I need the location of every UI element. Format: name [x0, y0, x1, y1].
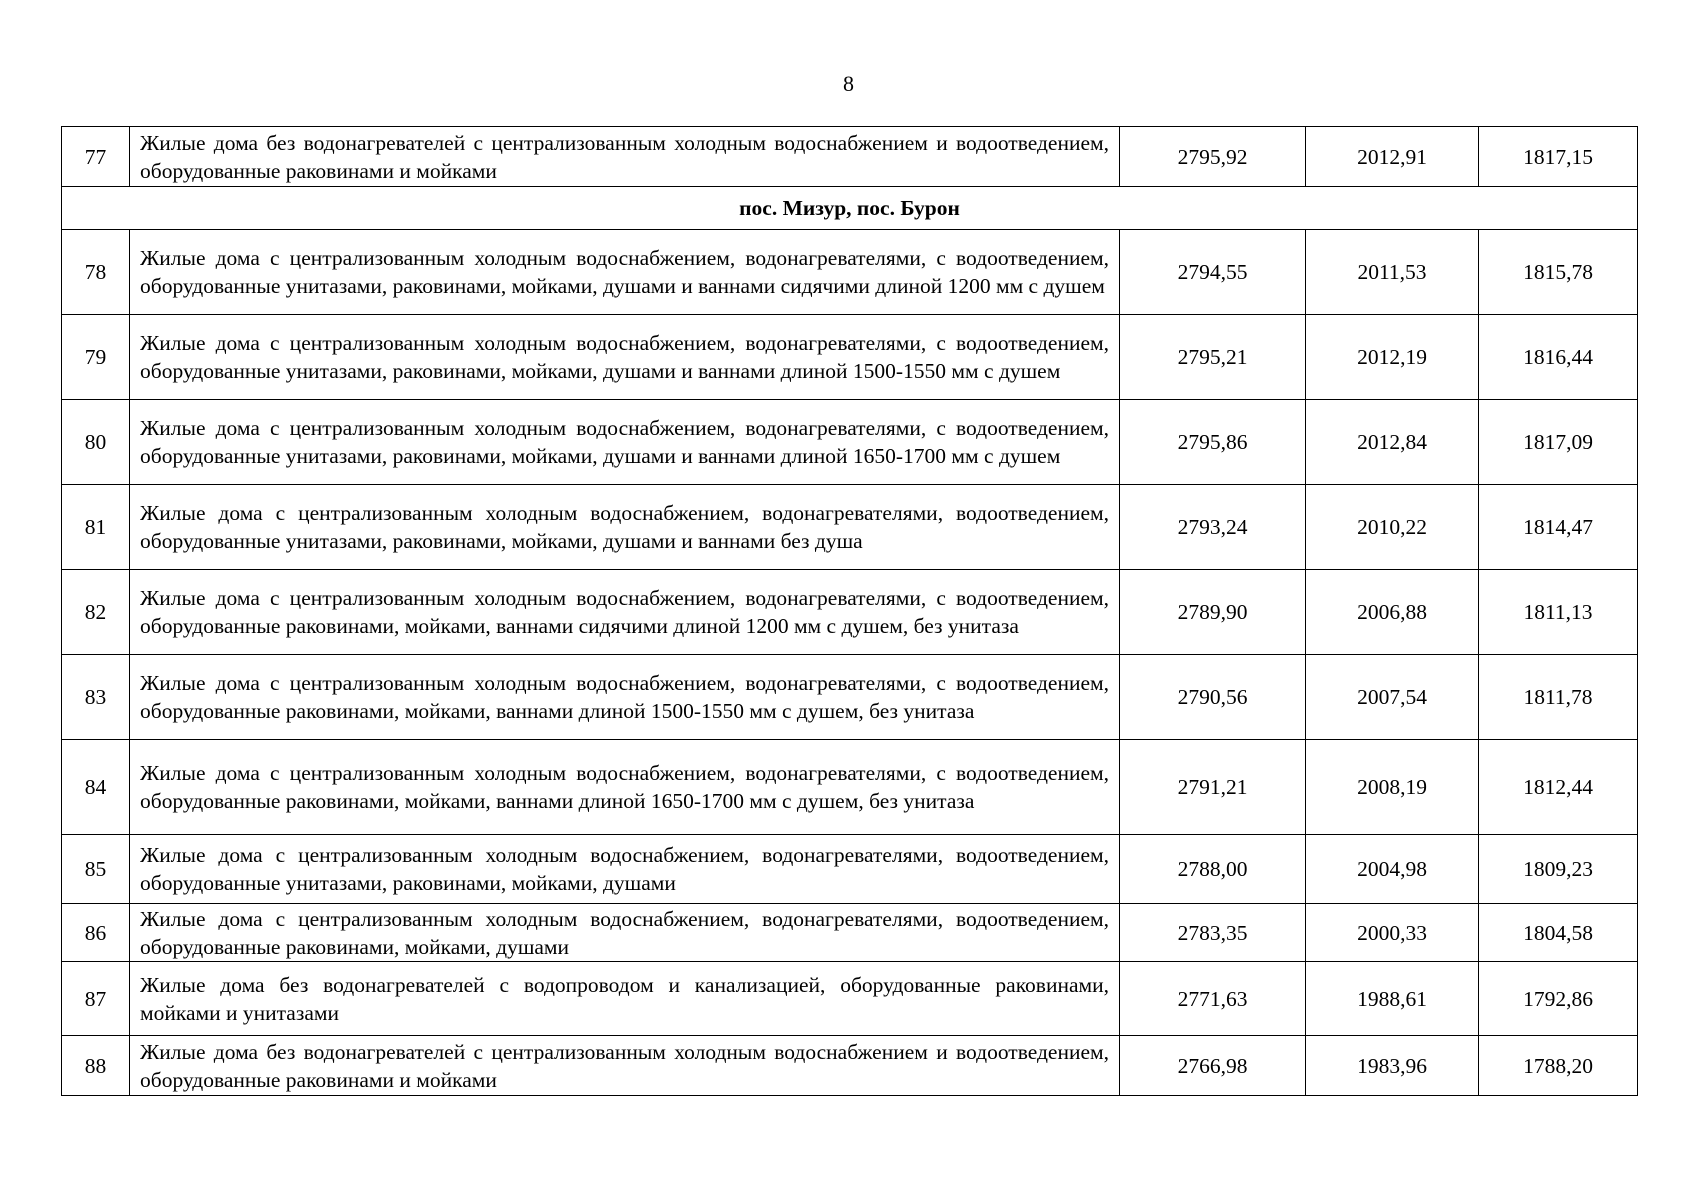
row-value-3: 1811,78 [1479, 655, 1638, 740]
row-description: Жилые дома с централизованным холодным водоснабжением, водонагревателями, с водоотведением, оборудованные раковинами, мойками, ваннами длиной 1500-1550 мм с душем, без унитаза [130, 655, 1120, 740]
row-value-1: 2794,55 [1120, 230, 1306, 315]
table-row [62, 962, 1638, 1036]
section-row [62, 187, 1638, 230]
row-number: 82 [62, 570, 130, 655]
row-description: Жилые дома без водонагревателей с водопроводом и канализацией, оборудованные раковинами, мойками и унитазами [130, 962, 1120, 1036]
row-description: Жилые дома без водонагревателей с централизованным холодным водоснабжением и водоотведением, оборудованные раковинами и мойками [130, 1036, 1120, 1096]
row-value-3: 1814,47 [1479, 485, 1638, 570]
row-value-1: 2793,24 [1120, 485, 1306, 570]
row-value-2: 1983,96 [1306, 1036, 1479, 1096]
row-value-1: 2766,98 [1120, 1036, 1306, 1096]
row-number: 84 [62, 740, 130, 835]
row-number: 77 [62, 127, 130, 187]
tariff-table [61, 126, 1638, 1096]
row-value-1: 2795,86 [1120, 400, 1306, 485]
row-value-1: 2795,21 [1120, 315, 1306, 400]
table-row [62, 127, 1638, 187]
row-value-3: 1815,78 [1479, 230, 1638, 315]
table-row [62, 400, 1638, 485]
row-number: 87 [62, 962, 130, 1036]
row-value-1: 2795,92 [1120, 127, 1306, 187]
row-value-3: 1812,44 [1479, 740, 1638, 835]
row-value-3: 1817,15 [1479, 127, 1638, 187]
row-value-1: 2788,00 [1120, 835, 1306, 904]
row-number: 83 [62, 655, 130, 740]
table-row [62, 315, 1638, 400]
row-value-3: 1817,09 [1479, 400, 1638, 485]
row-description: Жилые дома с централизованным холодным водоснабжением, водонагревателями, с водоотведением, оборудованные унитазами, раковинами, мойками, душами и ваннами длиной 1500-1550 мм с душем [130, 315, 1120, 400]
table-row [62, 1036, 1638, 1096]
table-row [62, 230, 1638, 315]
row-value-3: 1804,58 [1479, 904, 1638, 962]
row-value-2: 2000,33 [1306, 904, 1479, 962]
row-value-2: 2012,84 [1306, 400, 1479, 485]
row-value-2: 2011,53 [1306, 230, 1479, 315]
row-value-1: 2783,35 [1120, 904, 1306, 962]
table-row [62, 485, 1638, 570]
row-number: 88 [62, 1036, 130, 1096]
row-description: Жилые дома с централизованным холодным водоснабжением, водонагревателями, с водоотведением, оборудованные раковинами, мойками, ваннами длиной 1650-1700 мм с душем, без унитаза [130, 740, 1120, 835]
row-description: Жилые дома без водонагревателей с централизованным холодным водоснабжением и водоотведением, оборудованные раковинами и мойками [130, 127, 1120, 187]
row-value-2: 1988,61 [1306, 962, 1479, 1036]
row-value-2: 2012,19 [1306, 315, 1479, 400]
row-description: Жилые дома с централизованным холодным водоснабжением, водонагревателями, с водоотведением, оборудованные унитазами, раковинами, мойками, душами и ваннами сидячими длиной 1200 мм с душем [130, 230, 1120, 315]
row-value-2: 2006,88 [1306, 570, 1479, 655]
row-value-3: 1811,13 [1479, 570, 1638, 655]
row-number: 78 [62, 230, 130, 315]
row-number: 79 [62, 315, 130, 400]
table-row [62, 570, 1638, 655]
section-title: пос. Мизур, пос. Бурон [62, 187, 1638, 230]
row-value-1: 2791,21 [1120, 740, 1306, 835]
table-row [62, 655, 1638, 740]
row-value-3: 1816,44 [1479, 315, 1638, 400]
table-row [62, 740, 1638, 835]
row-description: Жилые дома с централизованным холодным водоснабжением, водонагревателями, водоотведением, оборудованные унитазами, раковинами, мойками, душами [130, 835, 1120, 904]
row-value-2: 2004,98 [1306, 835, 1479, 904]
row-value-1: 2790,56 [1120, 655, 1306, 740]
row-value-2: 2010,22 [1306, 485, 1479, 570]
row-value-3: 1788,20 [1479, 1036, 1638, 1096]
row-number: 80 [62, 400, 130, 485]
row-description: Жилые дома с централизованным холодным водоснабжением, водонагревателями, водоотведением, оборудованные раковинами, мойками, душами [130, 904, 1120, 962]
row-description: Жилые дома с централизованным холодным водоснабжением, водонагревателями, водоотведением, оборудованные унитазами, раковинами, мойками, душами и ваннами без душа [130, 485, 1120, 570]
table-row [62, 904, 1638, 962]
row-value-3: 1809,23 [1479, 835, 1638, 904]
row-number: 86 [62, 904, 130, 962]
row-description: Жилые дома с централизованным холодным водоснабжением, водонагревателями, с водоотведением, оборудованные раковинами, мойками, ваннами сидячими длиной 1200 мм с душем, без унитаза [130, 570, 1120, 655]
row-description: Жилые дома с централизованным холодным водоснабжением, водонагревателями, с водоотведением, оборудованные унитазами, раковинами, мойками, душами и ваннами длиной 1650-1700 мм с душем [130, 400, 1120, 485]
row-number: 81 [62, 485, 130, 570]
row-value-2: 2008,19 [1306, 740, 1479, 835]
row-number: 85 [62, 835, 130, 904]
row-value-3: 1792,86 [1479, 962, 1638, 1036]
row-value-1: 2771,63 [1120, 962, 1306, 1036]
row-value-1: 2789,90 [1120, 570, 1306, 655]
page-number: 8 [843, 71, 854, 96]
row-value-2: 2012,91 [1306, 127, 1479, 187]
row-value-2: 2007,54 [1306, 655, 1479, 740]
table-row [62, 835, 1638, 904]
